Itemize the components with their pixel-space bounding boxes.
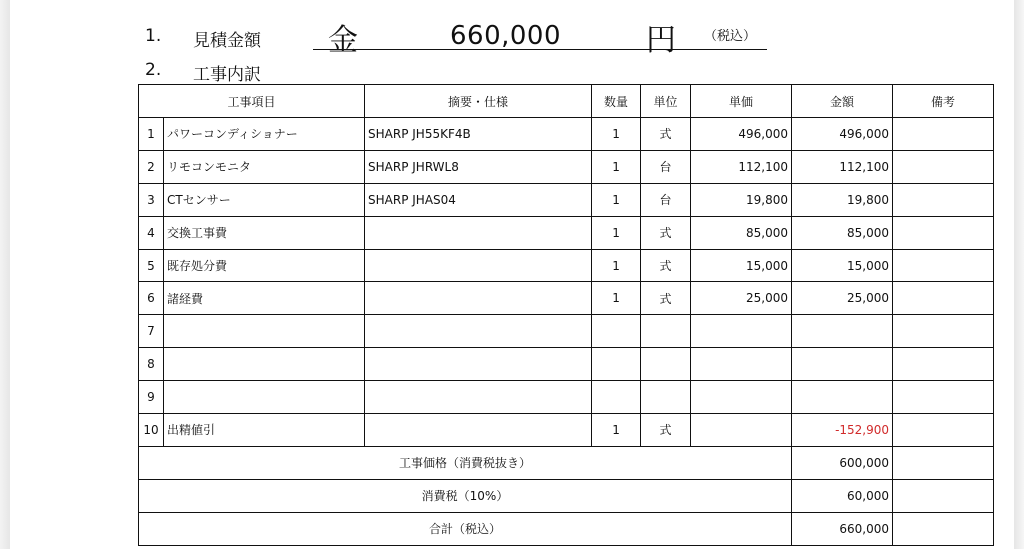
cell-unit-price [691, 315, 792, 348]
cell-remarks [893, 381, 994, 414]
summary-remarks [893, 479, 994, 512]
cell-qty [592, 381, 641, 414]
cell-item: パワーコンディショナー [164, 118, 365, 151]
cell-unit-price: 15,000 [691, 249, 792, 282]
cell-remarks [893, 183, 994, 216]
cell-desc [365, 282, 592, 315]
estimate-currency: 円 [646, 23, 676, 58]
cell-remarks [893, 282, 994, 315]
table-row [139, 315, 994, 348]
cell-unit: 式 [641, 216, 691, 249]
summary-amount: 600,000 [792, 446, 893, 479]
cell-remarks [893, 118, 994, 151]
table-row [139, 150, 994, 183]
summary-label: 工事価格（消費税抜き） [139, 446, 792, 479]
row-number: 9 [139, 381, 164, 414]
table-row [139, 216, 994, 249]
cell-remarks [893, 348, 994, 381]
cell-unit [641, 381, 691, 414]
section-number: 2. [145, 60, 162, 80]
cell-unit-price [691, 381, 792, 414]
summary-row [139, 479, 994, 512]
estimate-tax-note: （税込） [704, 29, 757, 44]
header-qty: 数量 [592, 85, 641, 118]
page-edge-right [1014, 0, 1024, 549]
summary-remarks [893, 512, 994, 545]
header-item: 工事項目 [139, 85, 365, 118]
cell-amount [792, 315, 893, 348]
cell-desc: SHARP JHRWL8 [365, 150, 592, 183]
header-unit-price: 単価 [691, 85, 792, 118]
header-remarks: 備考 [893, 85, 994, 118]
cell-unit-price: 112,100 [691, 150, 792, 183]
header-desc: 摘要・仕様 [365, 85, 592, 118]
header-amount: 金額 [792, 85, 893, 118]
cell-unit: 式 [641, 118, 691, 151]
cell-unit: 式 [641, 414, 691, 447]
cell-qty [592, 315, 641, 348]
cell-remarks [893, 414, 994, 447]
cell-qty: 1 [592, 249, 641, 282]
cell-qty: 1 [592, 150, 641, 183]
cell-unit-price: 496,000 [691, 118, 792, 151]
table-row [139, 118, 994, 151]
cell-qty: 1 [592, 216, 641, 249]
section-label: 工事内訳 [193, 65, 261, 85]
cell-amount: 15,000 [792, 249, 893, 282]
table-row [139, 249, 994, 282]
summary-row [139, 512, 994, 545]
table-row [139, 183, 994, 216]
page-edge-left [0, 0, 10, 549]
cell-unit: 台 [641, 150, 691, 183]
estimate-underline [313, 49, 767, 50]
cell-unit-price: 25,000 [691, 282, 792, 315]
table-header-row [139, 85, 994, 118]
breakdown-table [138, 84, 994, 546]
row-number: 7 [139, 315, 164, 348]
cell-remarks [893, 216, 994, 249]
cell-qty: 1 [592, 118, 641, 151]
cell-qty [592, 348, 641, 381]
document-page [10, 0, 1014, 549]
cell-unit [641, 348, 691, 381]
cell-unit: 式 [641, 282, 691, 315]
cell-remarks [893, 315, 994, 348]
cell-unit-price [691, 414, 792, 447]
cell-amount: 85,000 [792, 216, 893, 249]
cell-remarks [893, 150, 994, 183]
cell-unit-price: 19,800 [691, 183, 792, 216]
cell-item: リモコンモニタ [164, 150, 365, 183]
cell-desc: SHARP JHAS04 [365, 183, 592, 216]
cell-item: 諸経費 [164, 282, 365, 315]
table-row [139, 414, 994, 447]
summary-amount: 60,000 [792, 479, 893, 512]
cell-amount: 112,100 [792, 150, 893, 183]
estimate-amount: 660,000 [450, 21, 562, 51]
cell-unit: 式 [641, 249, 691, 282]
cell-desc [365, 216, 592, 249]
summary-label: 合計（税込） [139, 512, 792, 545]
cell-unit [641, 315, 691, 348]
cell-qty: 1 [592, 183, 641, 216]
cell-amount: -152,900 [792, 414, 893, 447]
cell-qty: 1 [592, 282, 641, 315]
header-unit: 単位 [641, 85, 691, 118]
cell-desc [365, 348, 592, 381]
cell-amount [792, 348, 893, 381]
section-label: 見積金額 [193, 31, 261, 51]
cell-item [164, 381, 365, 414]
row-number: 4 [139, 216, 164, 249]
cell-unit-price [691, 348, 792, 381]
row-number: 8 [139, 348, 164, 381]
row-number: 5 [139, 249, 164, 282]
cell-amount [792, 381, 893, 414]
cell-desc: SHARP JH55KF4B [365, 118, 592, 151]
table-row [139, 381, 994, 414]
summary-label: 消費税（10%） [139, 479, 792, 512]
row-number: 2 [139, 150, 164, 183]
row-number: 6 [139, 282, 164, 315]
row-number: 10 [139, 414, 164, 447]
cell-unit: 台 [641, 183, 691, 216]
estimate-kanji: 金 [328, 23, 358, 58]
cell-desc [365, 414, 592, 447]
cell-desc [365, 381, 592, 414]
section-number: 1. [145, 26, 162, 46]
cell-item: 交換工事費 [164, 216, 365, 249]
summary-remarks [893, 446, 994, 479]
cell-qty: 1 [592, 414, 641, 447]
cell-item [164, 315, 365, 348]
cell-unit-price: 85,000 [691, 216, 792, 249]
summary-amount: 660,000 [792, 512, 893, 545]
summary-row [139, 446, 994, 479]
cell-item [164, 348, 365, 381]
row-number: 1 [139, 118, 164, 151]
cell-item: CTセンサー [164, 183, 365, 216]
table-row [139, 282, 994, 315]
cell-desc [365, 249, 592, 282]
cell-item: 既存処分費 [164, 249, 365, 282]
cell-amount: 25,000 [792, 282, 893, 315]
row-number: 3 [139, 183, 164, 216]
cell-item: 出精値引 [164, 414, 365, 447]
cell-remarks [893, 249, 994, 282]
cell-desc [365, 315, 592, 348]
table-row [139, 348, 994, 381]
cell-amount: 19,800 [792, 183, 893, 216]
cell-amount: 496,000 [792, 118, 893, 151]
